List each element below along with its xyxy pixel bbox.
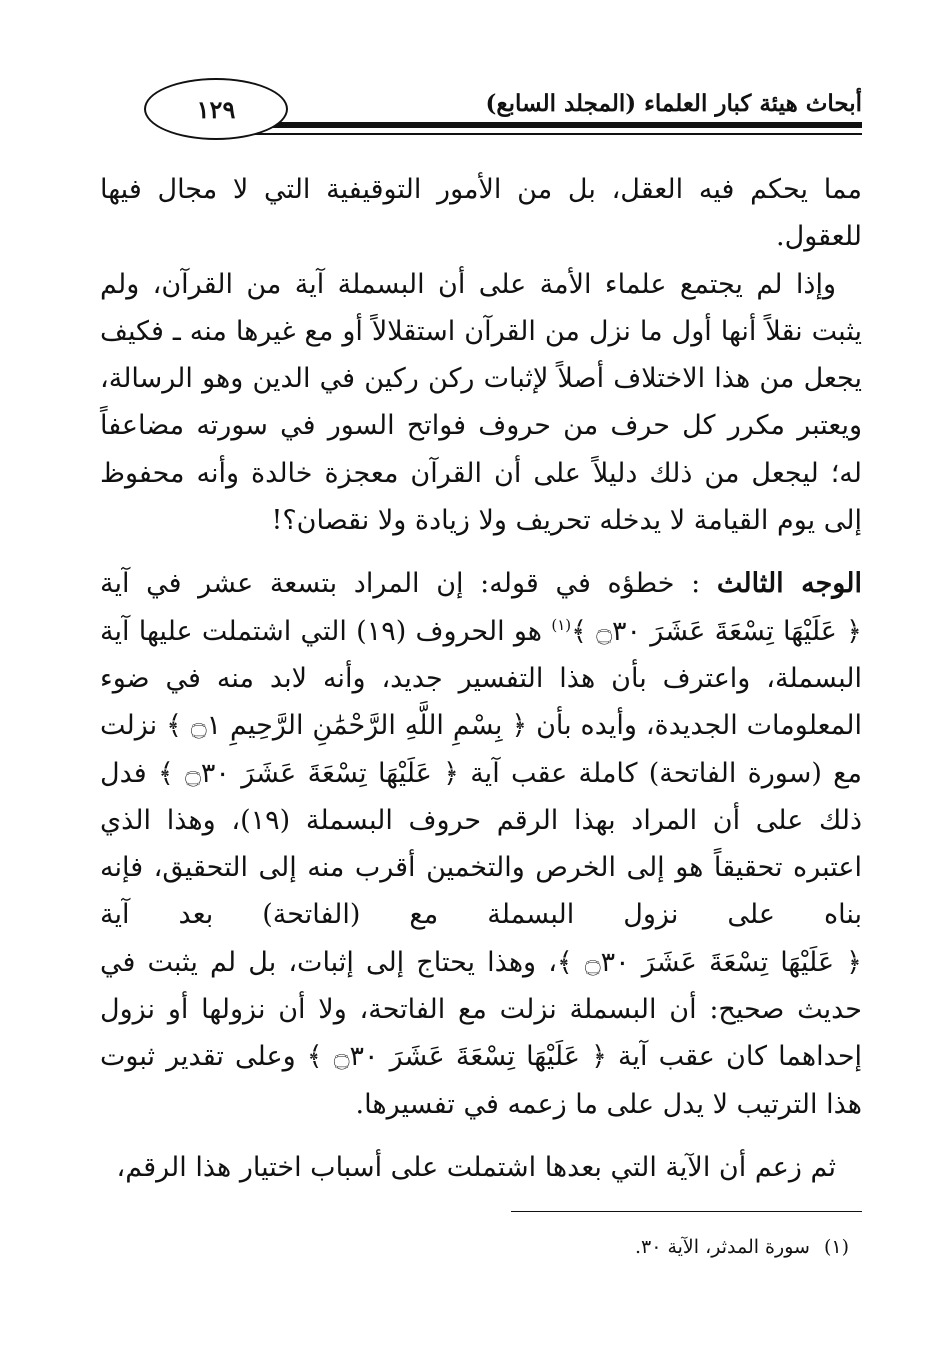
paragraph-3-text-2: هو الحروف (١٩) التي اشتملت عليها آية البسملة، واعترف بأن هذا التفسير جديد، وأنه لابد منه في ضوء المعلومات الجديدة، وأيده بأن (100, 615, 862, 742)
paragraph-3-text-3: نزلت مع (سورة الفاتحة) كاملة عقب آية (100, 710, 862, 789)
section-label: الوجه الثالث (716, 568, 862, 600)
quran-verse: ﴿ عَلَيْهَا تِسْعَةَ عَشَرَ ۝٣٠ ﴾ (571, 615, 862, 647)
body-text (100, 166, 862, 1191)
quran-verse: ﴿ عَلَيْهَا تِسْعَةَ عَشَرَ ۝٣٠ ﴾ (306, 1041, 607, 1073)
header-rule-thin (250, 133, 862, 135)
paragraph-3-text-1: : خطؤه في قوله: إن المراد بتسعة عشر في آية (100, 568, 701, 600)
footnote-number: (١) (823, 1236, 849, 1258)
footnote-text: سورة المدثر، الآية ٣٠. (634, 1236, 810, 1258)
quran-verse: ﴿ عَلَيْهَا تِسْعَةَ عَشَرَ ۝٣٠ ﴾ (157, 757, 459, 789)
paragraph-1: مما يحكم فيه العقل، بل من الأمور التوقيفية التي لا مجال فيها للعقول. (100, 174, 862, 253)
page-number: ١٢٩ (144, 78, 288, 140)
paragraph-2: وإذا لم يجتمع علماء الأمة على أن البسملة آية من القرآن، ولم يثبت نقلاً أنها أول ما نزل من القرآن استقلالاً أو مع غيرها منه ـ فكيف يجعل من هذا الاختلاف أصلاً لإثبات ركن ركين في الدين وهو الرسالة، ويعتبر مكرر كل حرف من حروف فواتح السور في سورته مضاعفاً له؛ ليجعل من ذلك دليلاً على أن القرآن معجزة خالدة وأنه محفوظ إلى يوم القيامة لا يدخله تحريف ولا زيادة ولا نقصان؟! (100, 268, 863, 537)
running-head: أبحاث هيئة كبار العلماء (المجلد السابع) (485, 90, 862, 117)
footnote-divider (511, 1211, 862, 1212)
footnote-reference: (١) (551, 615, 572, 634)
header-rule-thick (250, 122, 862, 128)
footnote (635, 1236, 849, 1258)
quran-verse-basmala: ﴿ بِسْمِ اللَّهِ الرَّحْمَٰنِ الرَّحِيمِ ۝١ ﴾ (166, 710, 528, 742)
paragraph-4: ثم زعم أن الآية التي بعدها اشتملت على أسباب اختيار هذا الرقم، (116, 1151, 836, 1183)
paragraph-3 (100, 560, 862, 1128)
page-header (100, 72, 862, 142)
quran-verse: ﴿ عَلَيْهَا تِسْعَةَ عَشَرَ ۝٣٠ ﴾ (556, 946, 863, 978)
paragraph-3-text-4: فدل ذلك على أن المراد بهذا الرقم حروف البسملة (١٩)، وهذا الذي اعتبره تحقيقاً هو إلى الخرص والتخمين أقرب منه إلى التحقيق، فإنه بناه على نزول البسملة مع (الفاتحة) بعد آية (100, 757, 863, 931)
paragraph-3-text-6: وعلى تقدير ثبوت هذا الترتيب لا يدل على ما زعمه في تفسيرها. (100, 1041, 862, 1120)
paragraph-3-text-5: ، وهذا يحتاج إلى إثبات، بل لم يثبت في حديث صحيح: أن البسملة نزلت مع الفاتحة، ولا أن نزولها أو نزول إحداهما كان عقب آية (100, 946, 863, 1073)
